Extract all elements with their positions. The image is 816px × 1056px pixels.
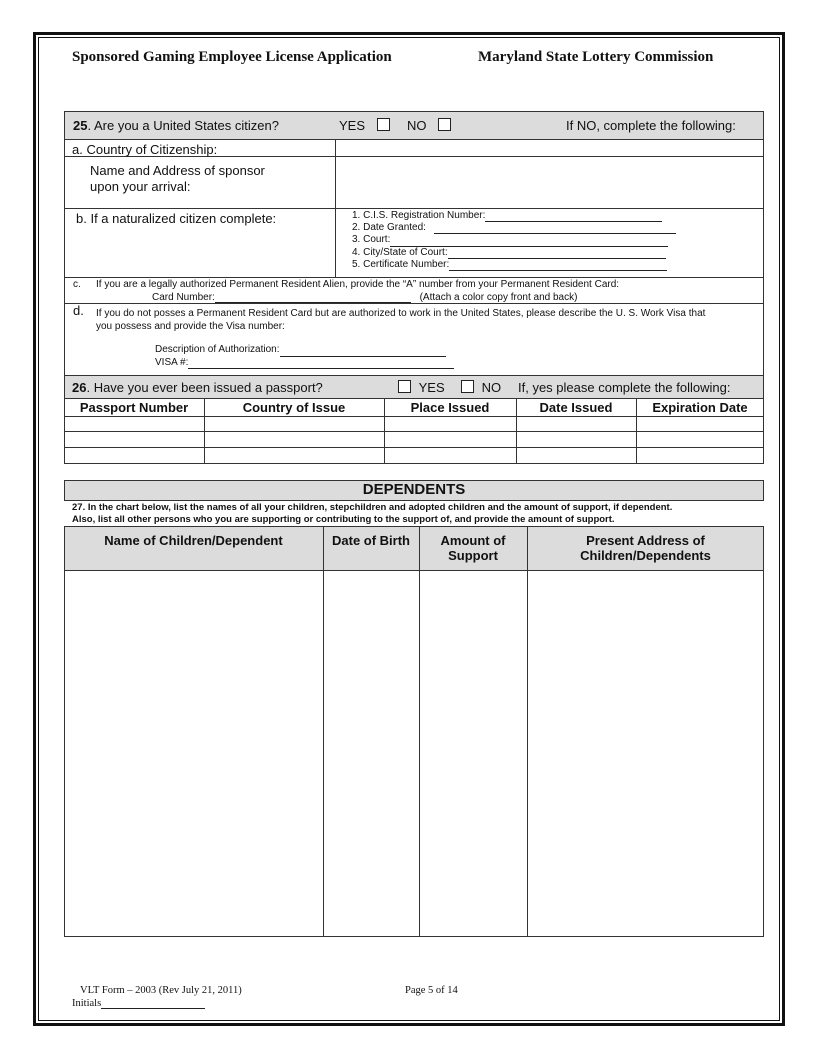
initials-label: Initials <box>72 998 102 1009</box>
city-state-court-row[interactable]: 4. City/State of Court: <box>352 247 676 259</box>
naturalized-citizen-label: b. If a naturalized citizen complete: <box>76 211 277 226</box>
q26-question <box>72 380 323 395</box>
passport-table-entry-rows[interactable] <box>64 417 764 464</box>
visa-number-row[interactable]: VISA #: <box>155 357 454 370</box>
col-passport-number: Passport Number <box>79 400 189 415</box>
page-number: Page 5 of 14 <box>405 985 458 996</box>
attach-note: (Attach a color copy front and back) <box>419 292 578 303</box>
dependents-table-body[interactable] <box>64 570 764 937</box>
certificate-number-row[interactable]: 5. Certificate Number: <box>352 259 676 271</box>
form-id: VLT Form – 2003 (Rev July 21, 2011) <box>80 985 242 996</box>
row-d-letter: d. <box>73 303 84 318</box>
dependents-instructions <box>72 502 672 525</box>
row-d-text <box>96 307 705 333</box>
q26-no-option[interactable] <box>461 380 501 395</box>
visa-number-line[interactable] <box>188 357 454 369</box>
q26-no-label: NO <box>481 380 502 395</box>
q25-no-label: NO <box>407 118 427 133</box>
sponsor-label <box>90 163 265 195</box>
card-number-label: Card Number: <box>152 292 215 303</box>
country-of-citizenship-label: a. Country of Citizenship: <box>72 142 218 157</box>
q25-no-checkbox[interactable] <box>438 118 451 131</box>
col-date-of-birth: Date of Birth <box>332 533 410 548</box>
q25-if-no-note: If NO, complete the following: <box>566 118 736 133</box>
col-expiration-date: Expiration Date <box>652 400 748 415</box>
col-place-issued: Place Issued <box>410 400 490 415</box>
q26-if-yes-note: If, yes please complete the following: <box>518 380 731 395</box>
dependents-instructions-line2: Also, list all other persons who you are supporting or contributing to the support of, and provide the amount of support. <box>72 513 615 525</box>
q26-no-checkbox[interactable] <box>461 380 474 393</box>
q26-yes-option[interactable] <box>398 380 445 395</box>
cis-registration-row[interactable]: 1. C.I.S. Registration Number: <box>352 210 676 222</box>
court-line[interactable] <box>390 235 668 247</box>
row-d-text-line2: you possess and provide the Visa number: <box>96 321 285 332</box>
sponsor-label-line2: upon your arrival: <box>90 179 191 194</box>
card-number-row[interactable] <box>152 291 577 303</box>
description-of-authorization-line[interactable] <box>280 345 446 357</box>
sponsor-label-line1: Name and Address of sponsor <box>90 163 265 178</box>
dependents-title: DEPENDENTS <box>362 481 466 498</box>
q26-yes-checkbox[interactable] <box>398 380 411 393</box>
date-granted-row[interactable]: 2. Date Granted: <box>352 222 676 234</box>
dependents-instructions-line1: 27. In the chart below, list the names of all your children, stepchildren and adopted children and the amount of support, if dependent. <box>72 502 673 513</box>
q25-question <box>73 118 279 133</box>
description-of-authorization-row[interactable]: Description of Authorization: <box>155 344 454 357</box>
col-name-of-dependent: Name of Children/Dependent <box>104 533 283 548</box>
naturalized-fields <box>352 210 676 271</box>
col-date-issued: Date Issued <box>539 400 613 415</box>
q25-question-text: . Are you a United States citizen? <box>87 118 279 133</box>
date-granted-line[interactable] <box>434 222 676 234</box>
q26-number: 26 <box>72 380 87 395</box>
row-c-text: If you are a legally authorized Permanent Resident Alien, provide the “A” number from your Permanent Resident Card: <box>96 279 620 290</box>
initials-line[interactable] <box>101 997 205 1009</box>
court-row[interactable]: 3. Court: <box>352 234 676 246</box>
sponsor-address-field[interactable] <box>336 157 763 207</box>
form-title: Sponsored Gaming Employee License Application <box>72 49 392 65</box>
col-country-of-issue: Country of Issue <box>242 400 346 415</box>
q25-no-option[interactable] <box>407 118 451 133</box>
agency-title: Maryland State Lottery Commission <box>478 49 714 65</box>
row-d-text-line1: If you do not posses a Permanent Resident Card but are authorized to work in the United States, please describe the U. S. Work Visa that <box>96 308 706 319</box>
q26-yes-label: YES <box>418 380 445 395</box>
country-of-citizenship-field[interactable] <box>336 140 763 155</box>
cis-registration-line[interactable] <box>485 210 662 222</box>
initials-row[interactable] <box>72 997 205 1009</box>
city-state-court-line[interactable] <box>448 247 666 259</box>
card-number-line[interactable] <box>215 291 411 303</box>
q25-yes-option[interactable] <box>339 118 390 133</box>
col-present-address: Present Address of Children/Dependents <box>580 533 711 563</box>
q25-number: 25 <box>73 118 88 133</box>
q26-question-text: . Have you ever been issued a passport? <box>86 380 323 395</box>
certificate-number-line[interactable] <box>449 259 667 271</box>
col-amount-of-support: Amount of Support <box>440 533 506 563</box>
visa-fields <box>155 344 454 369</box>
q25-yes-checkbox[interactable] <box>377 118 390 131</box>
q25-yes-label: YES <box>339 118 366 133</box>
row-c-letter: c. <box>73 279 81 290</box>
